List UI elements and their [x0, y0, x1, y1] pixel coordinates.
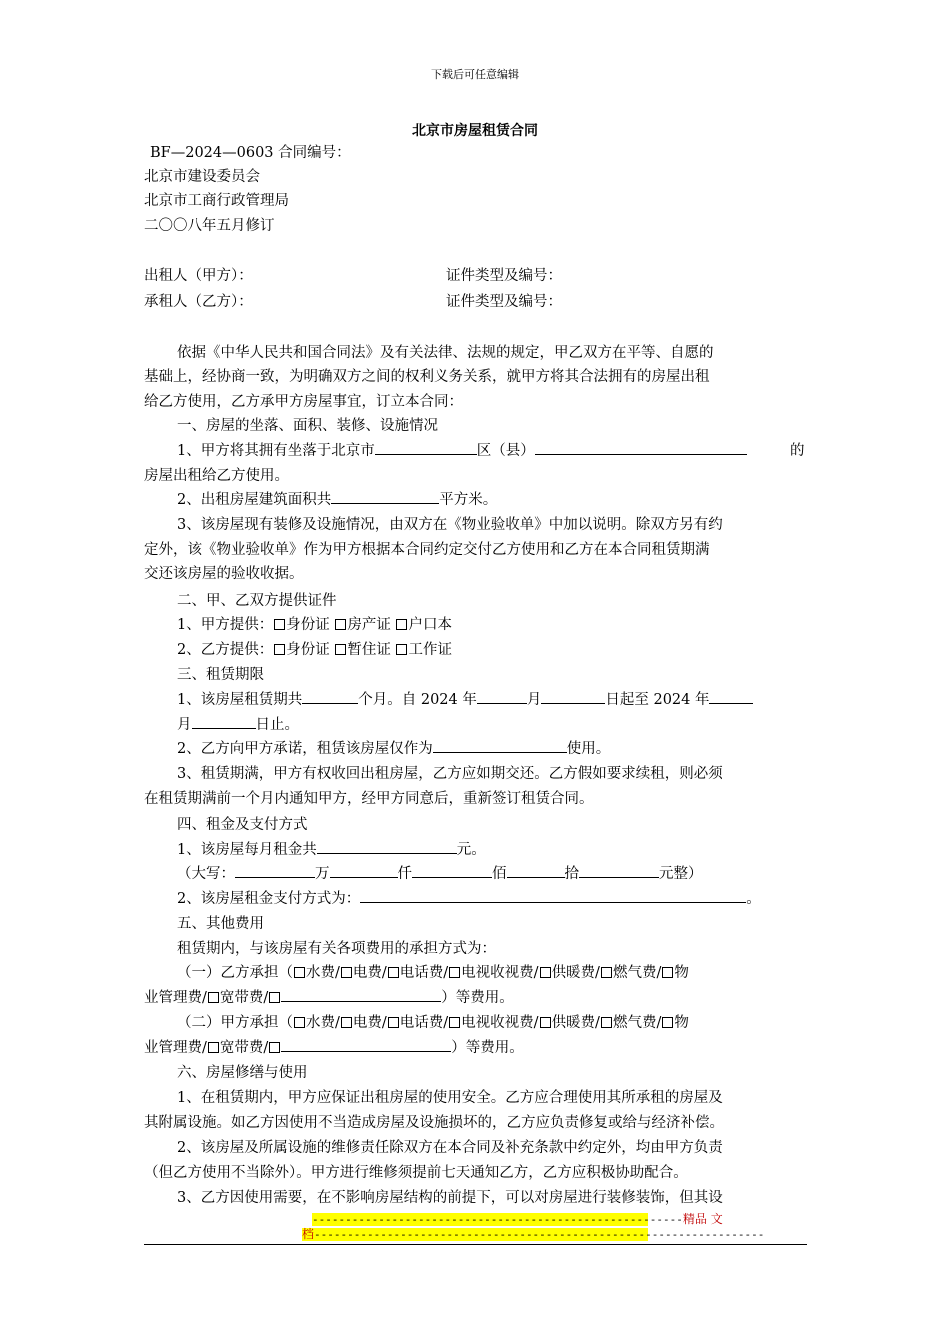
checkbox[interactable]: [269, 1042, 280, 1053]
section-heading: 二、甲、乙双方提供证件: [177, 593, 337, 609]
rent-in-words: [144, 862, 842, 887]
clause-text: 1、该房屋每月租金共: [177, 842, 317, 858]
option-label: 电视收视费/: [461, 1015, 539, 1031]
option-label: 户口本: [408, 617, 452, 633]
blank-wan[interactable]: [235, 863, 315, 878]
clause-3-1-cont: [144, 713, 842, 738]
checkbox[interactable]: [294, 967, 305, 978]
clause-2-2: [144, 638, 842, 663]
clause-text: 2、该房屋租金支付方式为：: [177, 891, 361, 907]
footer-dashes: --------------------------------------------------------: [312, 1213, 683, 1226]
checkbox[interactable]: [540, 1017, 551, 1028]
checkbox[interactable]: [540, 967, 551, 978]
clause-text: 区（县）: [476, 443, 535, 459]
header-note: 下载后可任意编辑: [431, 68, 519, 81]
preamble-line: 基础上，经协商一致，为明确双方之间的权利义务关系，就甲方将其合法拥有的房屋出租: [144, 369, 710, 385]
clause-text: 佰: [492, 866, 507, 882]
blank-other-fee[interactable]: [281, 987, 441, 1002]
blank-shi[interactable]: [507, 863, 565, 878]
clause-1-3-cont: 定外，该《物业验收单》作为甲方根据本合同约定交付乙方使用和乙方在本合同租赁期满: [144, 542, 710, 558]
checkbox[interactable]: [269, 992, 280, 1003]
fees-landlord-line-cont: [144, 1036, 809, 1061]
option-label: 电视收视费/: [461, 965, 539, 981]
clause-text: 1、甲方提供：: [177, 617, 274, 633]
blank-address[interactable]: [535, 440, 747, 455]
fees-tenant-line: [144, 961, 842, 986]
checkbox[interactable]: [294, 1017, 305, 1028]
option-label: 水费/: [306, 965, 340, 981]
checkbox[interactable]: [662, 1017, 673, 1028]
clause-text: 仟: [397, 866, 412, 882]
clause-4-2: [144, 887, 842, 912]
fees-tenant-line-cont: [144, 986, 809, 1011]
blank-start-month[interactable]: [477, 689, 527, 704]
clause-text: 业管理费/: [144, 990, 207, 1006]
checkbox[interactable]: [208, 1042, 219, 1053]
option-label: 物: [674, 965, 689, 981]
option-label: 电话费/: [399, 1015, 449, 1031]
checkbox[interactable]: [449, 1017, 460, 1028]
clause-3-1: [144, 688, 842, 713]
clause-text: 1、甲方将其拥有坐落于北京市: [177, 443, 375, 459]
party-a-row: [144, 264, 809, 289]
checkbox[interactable]: [601, 967, 612, 978]
option-label: 房产证: [347, 617, 391, 633]
option-label: 宽带费/: [219, 1040, 269, 1056]
party-b-label: 承租人（乙方）：: [144, 294, 253, 310]
blank-months[interactable]: [302, 689, 358, 704]
clause-text: ）等费用。: [451, 1040, 524, 1056]
option-label: 供暖费/: [551, 1015, 600, 1031]
option-label: 燃气费/: [612, 965, 662, 981]
blank-qian[interactable]: [330, 863, 398, 878]
clause-text: 日止。: [255, 717, 299, 733]
option-label: 工作证: [408, 642, 452, 658]
blank-end-month[interactable]: [709, 689, 753, 704]
option-label: 暂住证: [347, 642, 391, 658]
blank-usage[interactable]: [433, 738, 567, 753]
checkbox[interactable]: [341, 1017, 352, 1028]
issuer-2: 北京市工商行政管理局: [144, 193, 289, 209]
checkbox[interactable]: [274, 619, 285, 630]
option-label: 水费/: [306, 1015, 340, 1031]
blank-payment-method[interactable]: [360, 888, 746, 903]
issuer-1: 北京市建设委员会: [144, 169, 260, 185]
checkbox[interactable]: [335, 619, 346, 630]
checkbox[interactable]: [396, 619, 407, 630]
clause-text: 个月。自 2024 年: [358, 692, 477, 708]
option-label: 供暖费/: [551, 965, 600, 981]
party-b-row: [144, 290, 809, 315]
clause-6-2-cont: （但乙方使用不当除外）。甲方进行维修须提前七天通知乙方，乙方应积极协助配合。: [144, 1165, 688, 1181]
option-label: 燃气费/: [612, 1015, 662, 1031]
checkbox[interactable]: [274, 644, 285, 655]
preamble-line: 给乙方使用，乙方承甲方房屋事宜，订立本合同：: [144, 394, 463, 410]
clause-text: 元整）: [659, 866, 703, 882]
clause-6-1: 1、在租赁期内，甲方应保证出租房屋的使用安全。乙方应合理使用其所承租的房屋及: [177, 1090, 723, 1106]
checkbox[interactable]: [335, 644, 346, 655]
option-label: 电费/: [352, 965, 387, 981]
clause-text: 月: [177, 717, 192, 733]
clause-text: 月: [526, 692, 542, 708]
clause-text: 2、出租房屋建筑面积共: [177, 492, 332, 508]
option-label: 宽带费/: [219, 990, 269, 1006]
contract-number: BF—2024—0603 合同编号：: [150, 145, 351, 161]
clause-1-2: [144, 488, 842, 513]
clause-text: 2、乙方向甲方承诺，租赁该房屋仅作为: [177, 741, 433, 757]
clause-text: 平方米。: [439, 492, 498, 508]
footer-text: 档: [302, 1227, 315, 1241]
clause-text: （大写：: [177, 866, 235, 882]
blank-rent[interactable]: [317, 839, 457, 854]
clause-text: ）等费用。: [441, 990, 514, 1006]
section-heading: 四、租金及支付方式: [177, 817, 308, 833]
clause-text: 拾: [564, 866, 579, 882]
blank-start-day[interactable]: [541, 689, 605, 704]
revision-note: 二〇〇八年五月修订: [144, 218, 275, 234]
footer-watermark-line-1: [312, 1212, 723, 1226]
checkbox[interactable]: [662, 967, 673, 978]
clause-text: 1、该房屋租赁期共: [177, 692, 303, 708]
section-heading: 三、租赁期限: [177, 667, 264, 683]
clause-text: 。: [746, 891, 761, 907]
clause-text: 2、乙方提供：: [177, 642, 274, 658]
footer-rule: [144, 1244, 807, 1245]
clause-text: 日起至 2024 年: [605, 692, 710, 708]
clause-text: 元。: [456, 842, 486, 858]
clause-1-1-cont: 房屋出租给乙方使用。: [144, 468, 289, 484]
footer-text: 精品 文: [682, 1212, 723, 1226]
clause-4-1: [144, 838, 842, 863]
option-label: 物: [674, 1015, 689, 1031]
clause-text: （一）乙方承担（: [177, 965, 293, 981]
party-b-id-label: 证件类型及编号：: [446, 294, 562, 310]
blank-bai[interactable]: [412, 863, 492, 878]
clause-text: 使用。: [566, 741, 611, 757]
checkbox[interactable]: [208, 992, 219, 1003]
clause-1-3-cont: 交还该房屋的验收收据。: [144, 566, 304, 582]
option-label: 电话费/: [399, 965, 449, 981]
preamble-line: 依据《中华人民共和国合同法》及有关法律、法规的规定，甲乙双方在平等、自愿的: [177, 345, 714, 361]
blank-end-day[interactable]: [192, 714, 256, 729]
clause-1-1: [144, 439, 842, 464]
party-a-id-label: 证件类型及编号：: [446, 268, 562, 284]
clause-3-3: 3、租赁期满，甲方有权收回出租房屋，乙方应如期交还。乙方假如要求续租，则必须: [177, 766, 723, 782]
clause-6-3: 3、乙方因使用需要，在不影响房屋结构的前提下，可以对房屋进行装修装饰，但其设: [177, 1190, 723, 1206]
clause-6-1-cont: 其附属设施。如乙方因使用不当造成房屋及设施损坏的，乙方应负责修复或给与经济补偿。: [144, 1115, 724, 1131]
clause-6-2: 2、该房屋及所属设施的维修责任除双方在本合同及补充条款中约定外，均由甲方负责: [177, 1140, 723, 1156]
blank-district[interactable]: [375, 440, 477, 455]
checkbox[interactable]: [341, 967, 352, 978]
checkbox[interactable]: [396, 644, 407, 655]
fees-landlord-line: [144, 1011, 842, 1036]
blank-yuan[interactable]: [579, 863, 659, 878]
option-label: 电费/: [352, 1015, 387, 1031]
clause-text: 的: [790, 443, 805, 459]
blank-other-fee[interactable]: [281, 1037, 451, 1052]
footer-watermark-line-2: [302, 1227, 765, 1241]
checkbox[interactable]: [388, 967, 399, 978]
checkbox[interactable]: [601, 1017, 612, 1028]
section-heading: 六、房屋修缮与使用: [177, 1065, 308, 1081]
checkbox[interactable]: [449, 967, 460, 978]
blank-area[interactable]: [331, 489, 439, 504]
footer-dashes: --------------------------------------------------------------------: [314, 1228, 765, 1241]
section-heading: 五、其他费用: [177, 916, 264, 932]
document-title: 北京市房屋租赁合同: [412, 123, 538, 139]
clause-text: 万: [315, 866, 330, 882]
clause-text: （二）甲方承担（: [177, 1015, 293, 1031]
clause-2-1: [144, 613, 842, 638]
party-a-label: 出租人（甲方）：: [144, 268, 253, 284]
clause-text: 业管理费/: [144, 1040, 207, 1056]
clause-3-2: [144, 737, 842, 762]
fees-intro: 租赁期内，与该房屋有关各项费用的承担方式为：: [177, 941, 496, 957]
checkbox[interactable]: [388, 1017, 399, 1028]
option-label: 身份证: [286, 617, 330, 633]
clause-3-3-cont: 在租赁期满前一个月内通知甲方，经甲方同意后，重新签订租赁合同。: [144, 791, 594, 807]
section-heading: 一、房屋的坐落、面积、装修、设施情况: [177, 418, 438, 434]
option-label: 身份证: [286, 642, 330, 658]
clause-1-3: 3、该房屋现有装修及设施情况，由双方在《物业验收单》中加以说明。除双方另有约: [177, 517, 723, 533]
